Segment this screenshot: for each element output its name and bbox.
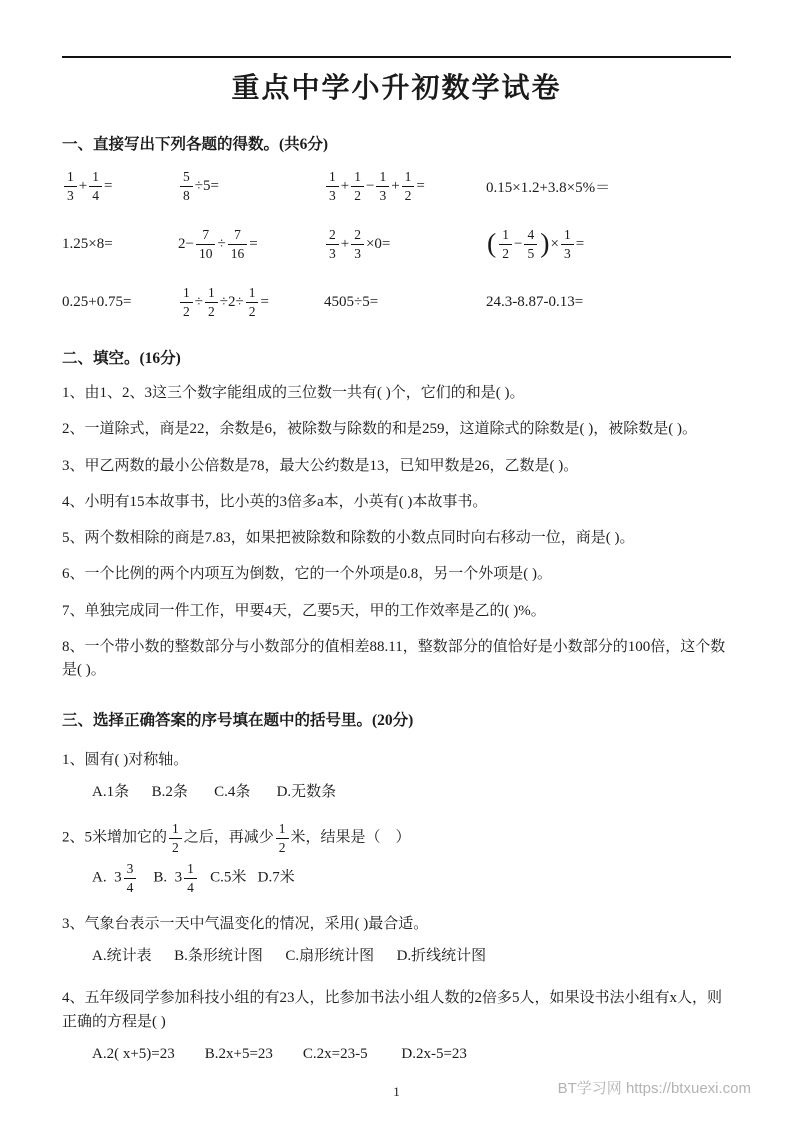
math-problem: $\frac{1}{3}$ + $\frac{1}{4}$ = <box>62 168 174 204</box>
section1-problem-grid <box>62 168 731 320</box>
fill-item: 6、一个比例的两个内项互为倒数，它的一个外项是0.8，另一个外项是( )。 <box>62 566 552 583</box>
page-title: 重点中学小升初数学试卷 <box>231 73 562 104</box>
fill-item: 8、一个带小数的整数部分与小数部分的值相差88.11，整数部分的值恰好是小数部分的100倍，这个数是( )。 <box>62 638 726 678</box>
section1-heading: 一、直接写出下列各题的得数。(共6分) <box>62 136 329 153</box>
fill-item: 1、由1、2、3这三个数字能组成的三位数一共有( )个，它们的和是( )。 <box>62 385 525 401</box>
choice-question: 3、气象台表示一天中气温变化的情况，采用( )最合适。 <box>62 916 429 933</box>
math-problem: 1.25×8= <box>62 235 113 252</box>
math-problem: $\frac{1}{2}$ ÷ $\frac{1}{2}$ ÷2÷ $\frac{1}{2}$ = <box>178 284 320 320</box>
choice-options: A. 3 $\frac{3}{4}$ B. 3 $\frac{1}{4}$ C.5米 D.7米 <box>92 861 295 895</box>
fill-item: 2、一道除式，商是22，余数是6，被除数与除数的和是259，这道除式的除数是( )，被除数是( )。 <box>62 421 697 438</box>
choice-options: A.统计表 B.条形统计图 C.扇形统计图 D.折线统计图 <box>92 948 487 965</box>
math-problem: $\frac{1}{3}$ + $\frac{1}{2}$ − $\frac{1}{3}$ + $\frac{1}{2}$ = <box>324 168 482 204</box>
math-problem: $\frac{2}{3}$ + $\frac{2}{3}$ ×0= <box>324 226 482 262</box>
fill-item: 3、甲乙两数的最小公倍数是78，最大公约数是13，已知甲数是26，乙数是( )。 <box>62 457 579 474</box>
watermark-footer: BT学习网 https://btxuexi.com <box>557 1080 751 1097</box>
choice-question: 4、五年级同学参加科技小组的有23人，比参加书法小组人数的2倍多5人，如果设书法小组有x人，则正确的方程是( ) <box>62 990 723 1031</box>
choice-question: 2、5米增加它的 $\frac{1}{2}$ 之后，再减少 $\frac{1}{2}$ 米，结果是（ ） <box>62 821 411 855</box>
choice-question: 1、圆有( )对称轴。 <box>62 752 189 769</box>
math-problem: ( $\frac{1}{2}$ − $\frac{4}{5}$ ) × $\frac{1}{3}$ = <box>487 227 585 261</box>
math-problem: 0.25+0.75= <box>62 293 132 310</box>
math-problem: $\frac{5}{8}$ ÷5= <box>178 168 320 204</box>
fill-item: 4、小明有15本故事书，比小英的3倍多a本，小英有( )本故事书。 <box>62 493 488 510</box>
top-rule <box>62 56 731 58</box>
choice-options: A.1条 B.2条 C.4条 D.无数条 <box>92 784 337 801</box>
math-problem: 2− $\frac{7}{10}$ ÷ $\frac{7}{16}$ = <box>178 227 258 261</box>
section3-heading: 三、选择正确答案的序号填在题中的括号里。(20分) <box>62 712 414 730</box>
math-problem: 24.3-8.87-0.13= <box>486 293 584 310</box>
fill-item: 5、两个数相除的商是7.83，如果把被除数和除数的小数点同时向右移动一位，商是( )。 <box>62 530 635 546</box>
fill-item: 7、单独完成同一件工作，甲要4天，乙要5天，甲的工作效率是乙的( )%。 <box>62 602 546 619</box>
section2-heading: 二、填空。(16分) <box>62 350 181 367</box>
choice-options: A.2( x+5)=23 B.2x+5=23 C.2x=23-5 D.2x-5=23 <box>92 1046 467 1063</box>
page-number: 1 <box>393 1084 400 1100</box>
math-problem: 4505÷5= <box>324 293 379 310</box>
math-problem: 0.15×1.2+3.8×5%＝ <box>486 179 611 196</box>
